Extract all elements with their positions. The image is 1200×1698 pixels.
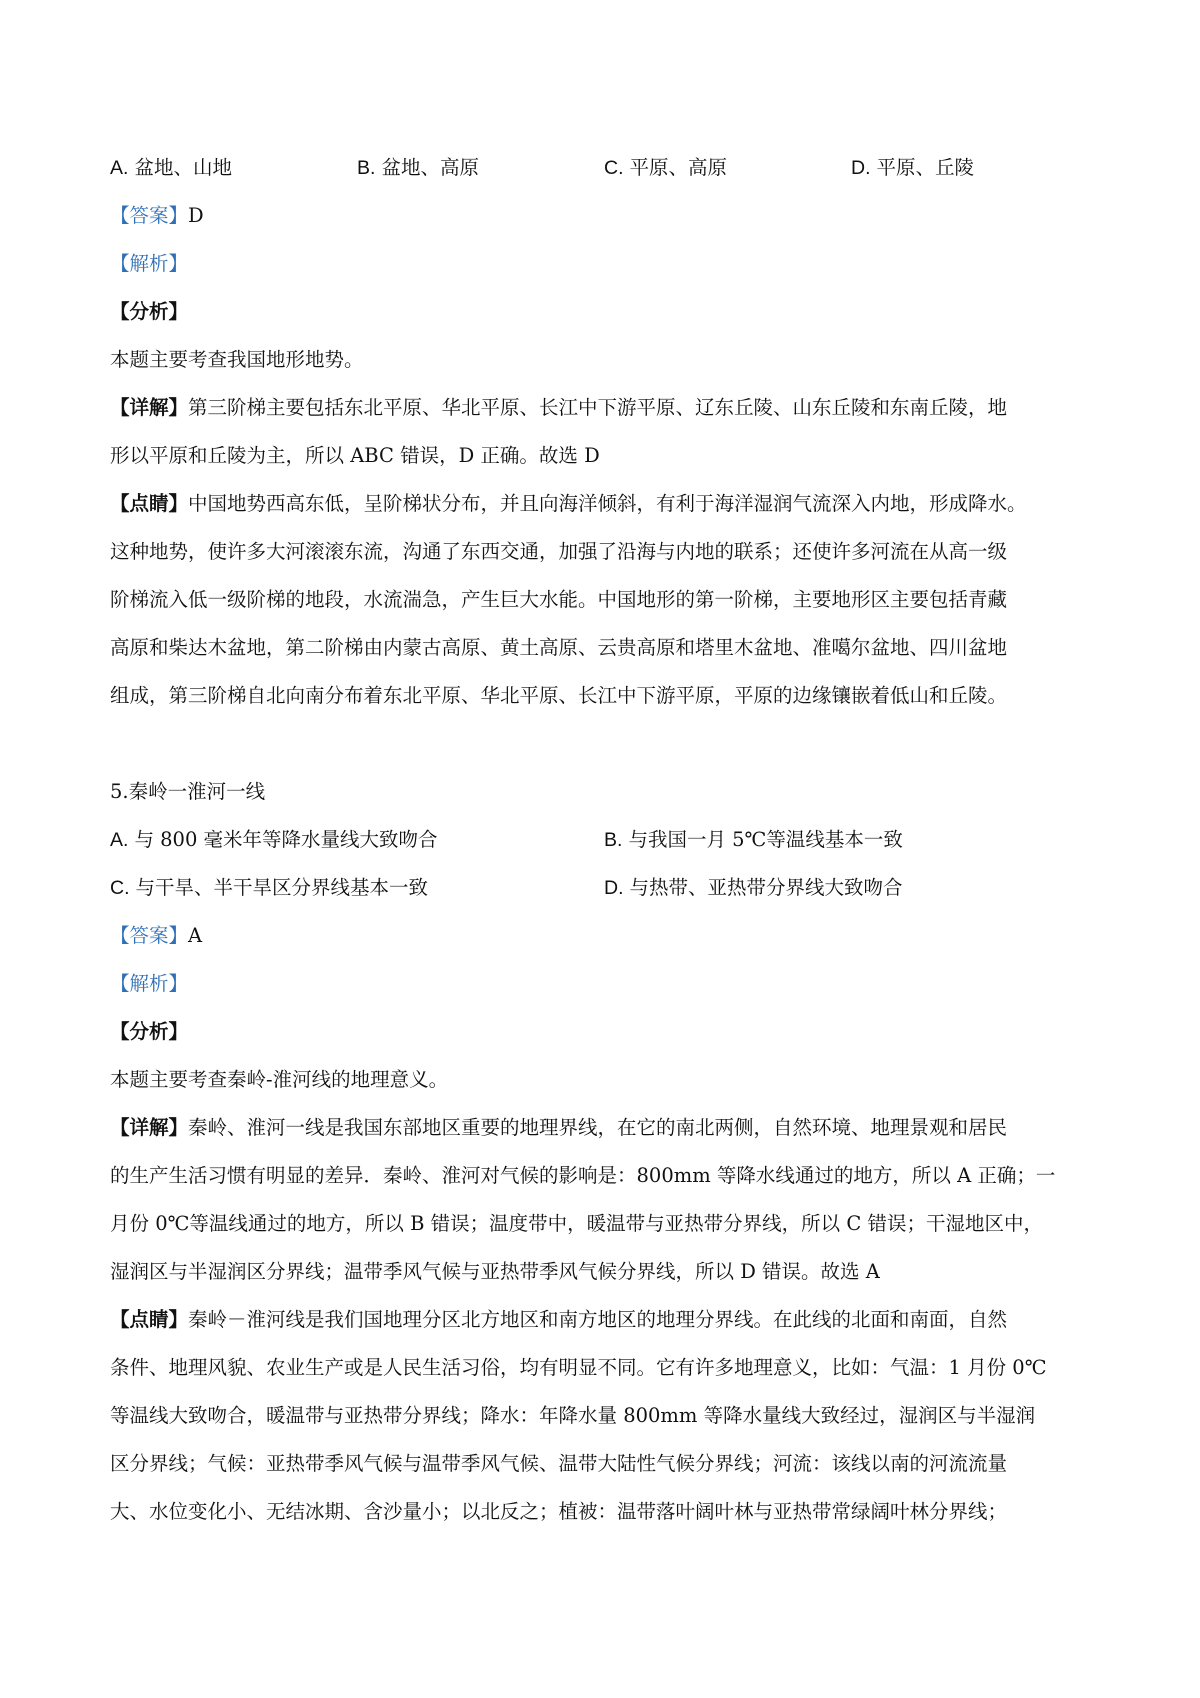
q5-fenxi-text: 本题主要考查秦岭-淮河线的地理意义。: [110, 1068, 449, 1091]
q4-note-line-4: 高原和柴达木盆地，第二阶梯由内蒙古高原、黄土高原、云贵高原和塔里木盆地、准噶尔盆地、四川盆地: [110, 636, 1008, 659]
q5-option-a: [110, 826, 438, 854]
q5-option-c-text: 与干旱、半干旱区分界线基本一致: [135, 876, 429, 899]
q4-option-c: [604, 154, 727, 182]
q4-note-line-2: 这种地势，使许多大河滚滚东流，沟通了东西交通，加强了沿海与内地的联系；还使许多河流在从高一级: [110, 540, 1008, 563]
q4-option-a-text: 盆地、山地: [134, 156, 232, 179]
q4-fenxi-text: 本题主要考查我国地形地势。: [110, 348, 364, 371]
q4-note-line-3: 阶梯流入低一级阶梯的地段，水流湍急，产生巨大水能。中国地形的第一阶梯，主要地形区主要包括青藏: [110, 588, 1008, 611]
q5-fenxi-label: 【分析】: [110, 1020, 189, 1043]
q4-detail-label: 【详解】: [110, 396, 189, 419]
q4-note-text-1: 中国地势西高东低，呈阶梯状分布，并且向海洋倾斜，有利于海洋湿润气流深入内地，形成降水。: [188, 492, 1027, 515]
q5-detail-text-1: 秦岭、淮河一线是我国东部地区重要的地理界线，在它的南北两侧，自然环境、地理景观和居民: [188, 1116, 1008, 1139]
q4-option-a: [110, 154, 232, 182]
q5-note-line-1: [110, 1306, 1100, 1334]
q5-option-d: [604, 874, 903, 902]
q5-answer-label: 【答案】: [110, 924, 189, 947]
q5-analysis-label: 【解析】: [110, 972, 189, 995]
q4-note-label: 【点睛】: [110, 492, 189, 515]
q4-fenxi-label: 【分析】: [110, 300, 189, 323]
q5-detail-label: 【详解】: [110, 1116, 189, 1139]
q4-option-a-letter: A.: [110, 157, 129, 179]
q4-answer-value: D: [188, 204, 204, 227]
q5-answer-value: A: [188, 924, 203, 947]
q5-note-label: 【点睛】: [110, 1308, 189, 1331]
q5-detail-line-3: 月份 0℃等温线通过的地方，所以 B 错误；温度带中，暖温带与亚热带分界线，所以 C 错误；干湿地区中，: [110, 1212, 1043, 1235]
q4-detail-text-1: 第三阶梯主要包括东北平原、华北平原、长江中下游平原、辽东丘陵、山东丘陵和东南丘陵，地: [188, 396, 1008, 419]
q5-detail-line-4: 湿润区与半湿润区分界线；温带季风气候与亚热带季风气候分界线，所以 D 错误。故选 A: [110, 1260, 880, 1283]
q4-detail-line-2: 形以平原和丘陵为主，所以 ABC 错误，D 正确。故选 D: [110, 444, 600, 467]
q4-note-line-1: [110, 490, 1100, 518]
q5-option-c-letter: C.: [110, 877, 130, 899]
q5-option-b: [604, 826, 903, 854]
q5-note-text-1: 秦岭－淮河线是我们国地理分区北方地区和南方地区的地理分界线。在此线的北面和南面，自然: [188, 1308, 1008, 1331]
q5-note-line-4: 区分界线；气候：亚热带季风气候与温带季风气候、温带大陆性气候分界线；河流：该线以南的河流流量: [110, 1452, 1008, 1475]
q4-note-line-5: 组成，第三阶梯自北向南分布着东北平原、华北平原、长江中下游平原，平原的边缘镶嵌着低山和丘陵。: [110, 684, 1008, 707]
q4-analysis-label: 【解析】: [110, 252, 189, 275]
q4-option-b-text: 盆地、高原: [381, 156, 479, 179]
q5-option-d-text: 与热带、亚热带分界线大致吻合: [629, 876, 903, 899]
q5-detail-line-1: [110, 1114, 1100, 1142]
q5-option-a-letter: A.: [110, 829, 129, 851]
q5-option-b-text: 与我国一月 5℃等温线基本一致: [628, 828, 903, 851]
q5-option-d-letter: D.: [604, 877, 624, 899]
q4-option-c-text: 平原、高原: [629, 156, 728, 179]
q5-option-a-text: 与 800 毫米年等降水量线大致吻合: [134, 828, 438, 851]
q4-option-c-letter: C.: [604, 157, 624, 179]
q4-option-b-letter: B.: [357, 157, 376, 179]
q4-option-d: [851, 154, 974, 182]
q4-option-b: [357, 154, 479, 182]
q5-note-line-3: 等温线大致吻合，暖温带与亚热带分界线；降水：年降水量 800mm 等降水量线大致经过，湿润区与半湿润: [110, 1404, 1036, 1427]
q5-note-line-5: 大、水位变化小、无结冰期、含沙量小；以北反之；植被：温带落叶阔叶林与亚热带常绿阔叶林分界线；: [110, 1500, 1008, 1523]
q4-answer-label: 【答案】: [110, 204, 189, 227]
q5-note-line-2: 条件、地理风貌、农业生产或是人民生活习俗，均有明显不同。它有许多地理意义，比如：气温：1 月份 0℃: [110, 1356, 1047, 1379]
q4-option-d-text: 平原、丘陵: [876, 156, 975, 179]
q5-option-c: [110, 874, 428, 902]
q5-detail-line-2: 的生产生活习惯有明显的差异．秦岭、淮河对气候的影响是：800mm 等降水线通过的地方，所以 A 正确；一: [110, 1164, 1056, 1187]
q4-option-d-letter: D.: [851, 157, 871, 179]
q5-stem: 5.秦岭一淮河一线: [110, 780, 266, 803]
q5-option-b-letter: B.: [604, 829, 623, 851]
q5-answer: [110, 922, 1100, 950]
q4-detail-line-1: [110, 394, 1100, 422]
q4-answer: [110, 202, 1100, 230]
